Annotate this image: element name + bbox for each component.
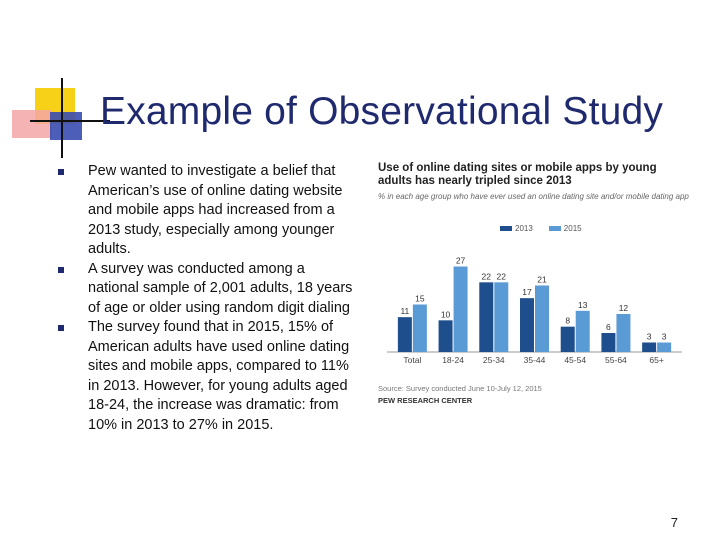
legend-label-2013: 2013 bbox=[515, 224, 533, 233]
bar-2013-65+ bbox=[642, 343, 656, 353]
page-number: 7 bbox=[670, 515, 678, 530]
x-tick-label-45-54: 45-54 bbox=[564, 355, 587, 365]
data-label-2015-Total: 15 bbox=[415, 293, 425, 304]
deco-blue-square bbox=[50, 112, 82, 140]
bar-2013-Total bbox=[398, 317, 412, 352]
bar-2013-18-24 bbox=[439, 320, 453, 352]
x-tick-label-25-34: 25-34 bbox=[482, 355, 505, 365]
legend-item-2013 bbox=[500, 224, 533, 233]
bullet-item bbox=[58, 162, 358, 260]
data-label-2013-Total: 11 bbox=[400, 306, 410, 317]
chart-title: Use of online dating sites or mobile apps by young adults has nearly tripled since 2013 bbox=[378, 162, 657, 187]
square-bullet-icon bbox=[58, 169, 64, 175]
bullet-item bbox=[58, 260, 358, 319]
bullet-list bbox=[58, 162, 358, 435]
chart-legend bbox=[500, 224, 582, 233]
deco-red-square bbox=[12, 110, 52, 138]
bar-2015-25-34 bbox=[494, 282, 508, 352]
data-label-2015-18-24: 27 bbox=[455, 255, 466, 266]
bar-2015-18-24 bbox=[454, 267, 468, 353]
chart-plot-area bbox=[372, 240, 692, 380]
x-tick-label-18-24: 18-24 bbox=[442, 355, 464, 365]
chart-subtitle: % in each age group who have ever used an online dating site and/or mobile dating app bbox=[378, 192, 689, 201]
x-tick-label-Total: Total bbox=[403, 355, 422, 365]
bar-2013-55-64 bbox=[601, 333, 615, 352]
x-tick-label-35-44: 35-44 bbox=[523, 355, 546, 365]
data-label-2015-65+: 3 bbox=[661, 331, 667, 342]
bullet-text: Pew wanted to investigate a belief that American’s use of online dating website and mobile apps had increased from a 2013 study, especially among younger adults. bbox=[88, 163, 343, 257]
legend-item-2015 bbox=[549, 224, 582, 233]
bar-2015-65+ bbox=[657, 343, 671, 353]
bar-2015-55-64 bbox=[616, 314, 630, 352]
data-label-2013-45-54: 8 bbox=[565, 315, 571, 326]
bullet-text: The survey found that in 2015, 15% of American adults have used online dating sites and mobile apps, compared to 11% in 2013. However, for young adults aged 18-24, the increase was dramatic: from 10% in 2013 to 27% in 2015. bbox=[88, 319, 350, 433]
data-label-2013-25-34: 22 bbox=[481, 271, 492, 282]
slide-title: Example of Observational Study bbox=[100, 90, 664, 133]
bar-2015-Total bbox=[413, 305, 427, 353]
bar-2013-35-44 bbox=[520, 298, 534, 352]
bar-2013-25-34 bbox=[479, 282, 493, 352]
deco-horizontal-line bbox=[30, 120, 110, 122]
bullet-text: A survey was conducted among a national sample of 2,001 adults, 18 years of age or older using random digit dialing bbox=[88, 260, 353, 316]
x-tick-label-55-64: 55-64 bbox=[605, 355, 627, 365]
data-label-2015-35-44: 21 bbox=[537, 274, 547, 285]
data-label-2015-45-54: 13 bbox=[577, 299, 588, 310]
deco-vertical-line bbox=[61, 78, 63, 158]
square-bullet-icon bbox=[58, 325, 64, 331]
legend-label-2015: 2015 bbox=[563, 224, 582, 233]
data-label-2013-18-24: 10 bbox=[440, 309, 451, 320]
legend-swatch-2013 bbox=[500, 226, 512, 231]
chart-brand: PEW RESEARCH CENTER bbox=[378, 396, 473, 405]
data-label-2015-25-34: 22 bbox=[496, 271, 507, 282]
data-label-2013-35-44: 17 bbox=[522, 287, 532, 298]
bar-2013-45-54 bbox=[561, 327, 575, 352]
bar-2015-45-54 bbox=[576, 311, 590, 352]
bar-chart bbox=[372, 160, 692, 410]
data-label-2013-55-64: 6 bbox=[606, 322, 611, 332]
data-label-2013-65+: 3 bbox=[646, 331, 652, 342]
legend-swatch-2015 bbox=[549, 226, 561, 231]
square-bullet-icon bbox=[58, 267, 64, 273]
bar-2015-35-44 bbox=[535, 286, 549, 353]
x-tick-label-65+: 65+ bbox=[649, 355, 664, 365]
bullet-item bbox=[58, 318, 358, 435]
data-label-2015-55-64: 12 bbox=[618, 303, 629, 313]
chart-source: Source: Survey conducted June 10-July 12, 2015 bbox=[378, 384, 542, 393]
